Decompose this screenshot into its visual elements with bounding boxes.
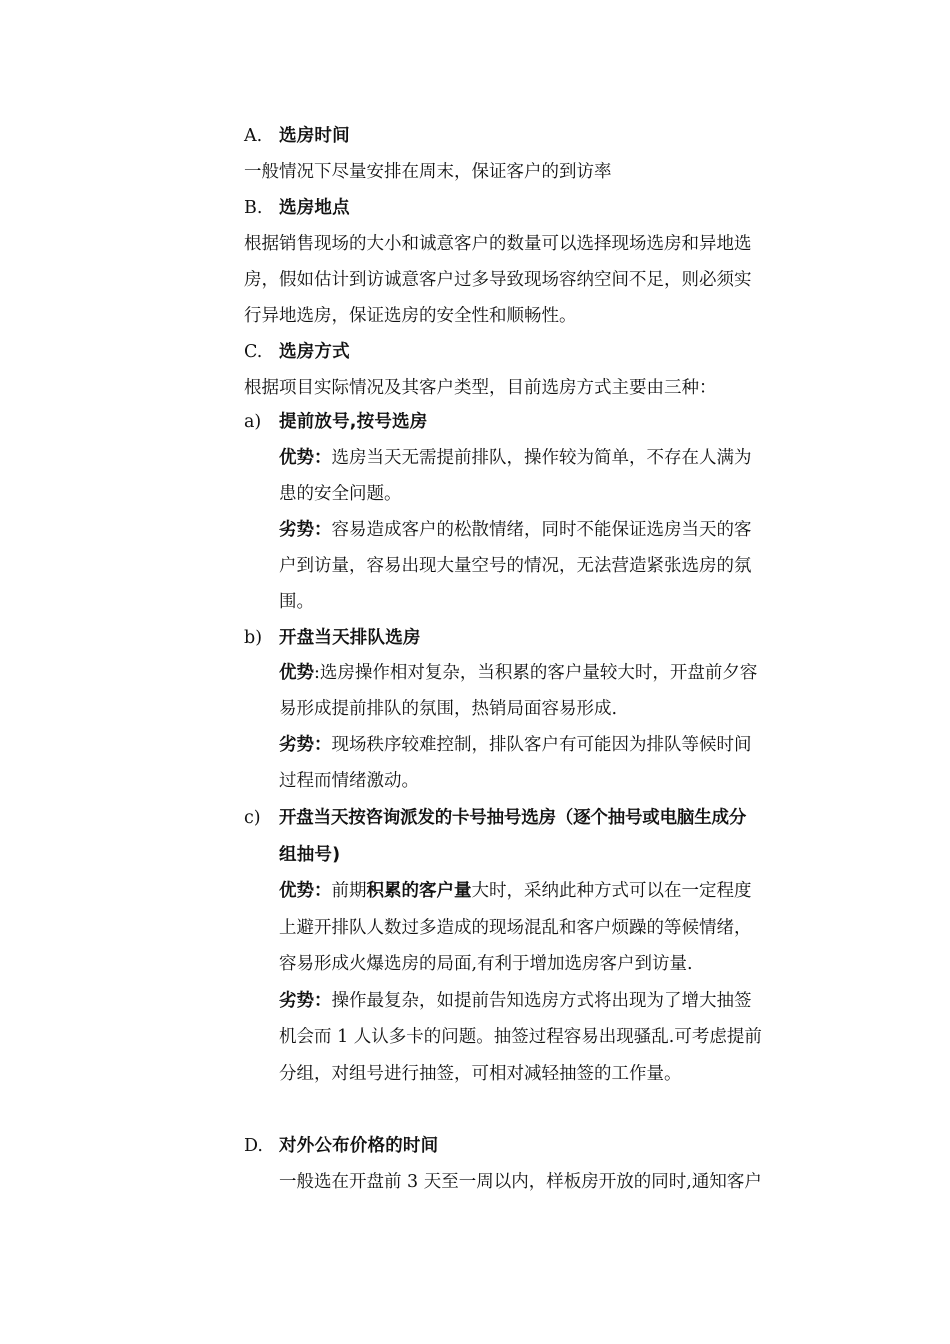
method-b-advantage-line [279, 662, 814, 684]
section-b-body-line: 房，假如估计到访诚意客户过多导致现场容纳空间不足，则必须实 [244, 270, 752, 290]
section-a-marker: A. [244, 126, 263, 146]
section-b-body-line: 行异地选房，保证选房的安全性和顺畅性。 [244, 306, 577, 326]
method-b-disadvantage-line [279, 734, 814, 756]
method-b-marker: b) [244, 628, 263, 648]
method-a-disadvantage-line: 户到访量，容易出现大量空号的情况，无法营造紧张选房的氛 [279, 556, 752, 576]
section-c-intro: 根据项目实际情况及其客户类型，目前选房方式主要由三种： [244, 378, 717, 398]
section-d-body: 一般选在开盘前 3 天至一周以内，样板房开放的同时,通知客户 [279, 1172, 762, 1192]
disadvantage-text: 操作最复杂，如提前告知选房方式将出现为了增大抽签 [331, 991, 752, 1011]
method-c-advantage-line: 容易形成火爆选房的局面,有利于增加选房客户到访量. [279, 954, 693, 974]
disadvantage-label: 劣势： [279, 991, 332, 1011]
section-b-body-line: 根据销售现场的大小和诚意客户的数量可以选择现场选房和异地选 [244, 234, 752, 254]
method-a-advantage-line [279, 447, 814, 469]
advantage-text-bold: 积累的客户量 [366, 881, 472, 901]
section-d-title: 对外公布价格的时间 [279, 1136, 439, 1156]
method-c-disadvantage-line [279, 990, 814, 1012]
method-c-title-line: 组抽号) [279, 845, 341, 865]
method-c-disadvantage-line: 分组，对组号进行抽签，可相对减轻抽签的工作量。 [279, 1064, 682, 1084]
section-a-body: 一般情况下尽量安排在周末，保证客户的到访率 [244, 162, 612, 182]
advantage-text: 选房当天无需提前排队，操作较为简单，不存在人满为 [331, 448, 752, 468]
advantage-text-pre: 前期 [331, 881, 367, 901]
method-a-advantage-line: 患的安全问题。 [279, 484, 402, 504]
disadvantage-label: 劣势： [279, 520, 332, 540]
section-c-title: 选房方式 [279, 342, 350, 362]
method-b-title: 开盘当天排队选房 [279, 628, 421, 648]
section-a-title: 选房时间 [279, 126, 350, 146]
method-c-advantage-line [279, 880, 814, 902]
disadvantage-text: 容易造成客户的松散情绪，同时不能保证选房当天的客 [331, 520, 752, 540]
method-c-advantage-line: 上避开排队人数过多造成的现场混乱和客户烦躁的等候情绪， [279, 918, 752, 938]
section-d-marker: D. [244, 1136, 263, 1156]
advantage-text-post: 大时，采纳此种方式可以在一定程度 [471, 881, 752, 901]
section-c-marker: C. [244, 342, 263, 362]
method-a-marker: a) [244, 412, 262, 432]
disadvantage-text: 现场秩序较难控制，排队客户有可能因为排队等候时间 [331, 735, 752, 755]
section-b-title: 选房地点 [279, 198, 350, 218]
advantage-label: 优势 [279, 663, 314, 683]
method-b-advantage-line: 易形成提前排队的氛围，热销局面容易形成. [279, 699, 618, 719]
method-c-disadvantage-line: 机会而 1 人认多卡的问题。抽签过程容易出现骚乱.可考虑提前 [279, 1027, 762, 1047]
disadvantage-label: 劣势： [279, 735, 332, 755]
advantage-text: :选房操作相对复杂，当积累的客户量较大时，开盘前夕容 [314, 663, 758, 683]
section-b-marker: B. [244, 198, 263, 218]
method-a-disadvantage-line: 围。 [279, 592, 314, 612]
method-a-disadvantage-line [279, 519, 814, 541]
method-b-disadvantage-line: 过程而情绪激动。 [279, 771, 419, 791]
method-c-title-line: 开盘当天按咨询派发的卡号抽号选房（逐个抽号或电脑生成分 [279, 808, 747, 828]
method-a-title: 提前放号,按号选房 [279, 412, 428, 432]
advantage-label: 优势： [279, 881, 332, 901]
method-c-marker: c) [244, 808, 261, 828]
advantage-label: 优势： [279, 448, 332, 468]
